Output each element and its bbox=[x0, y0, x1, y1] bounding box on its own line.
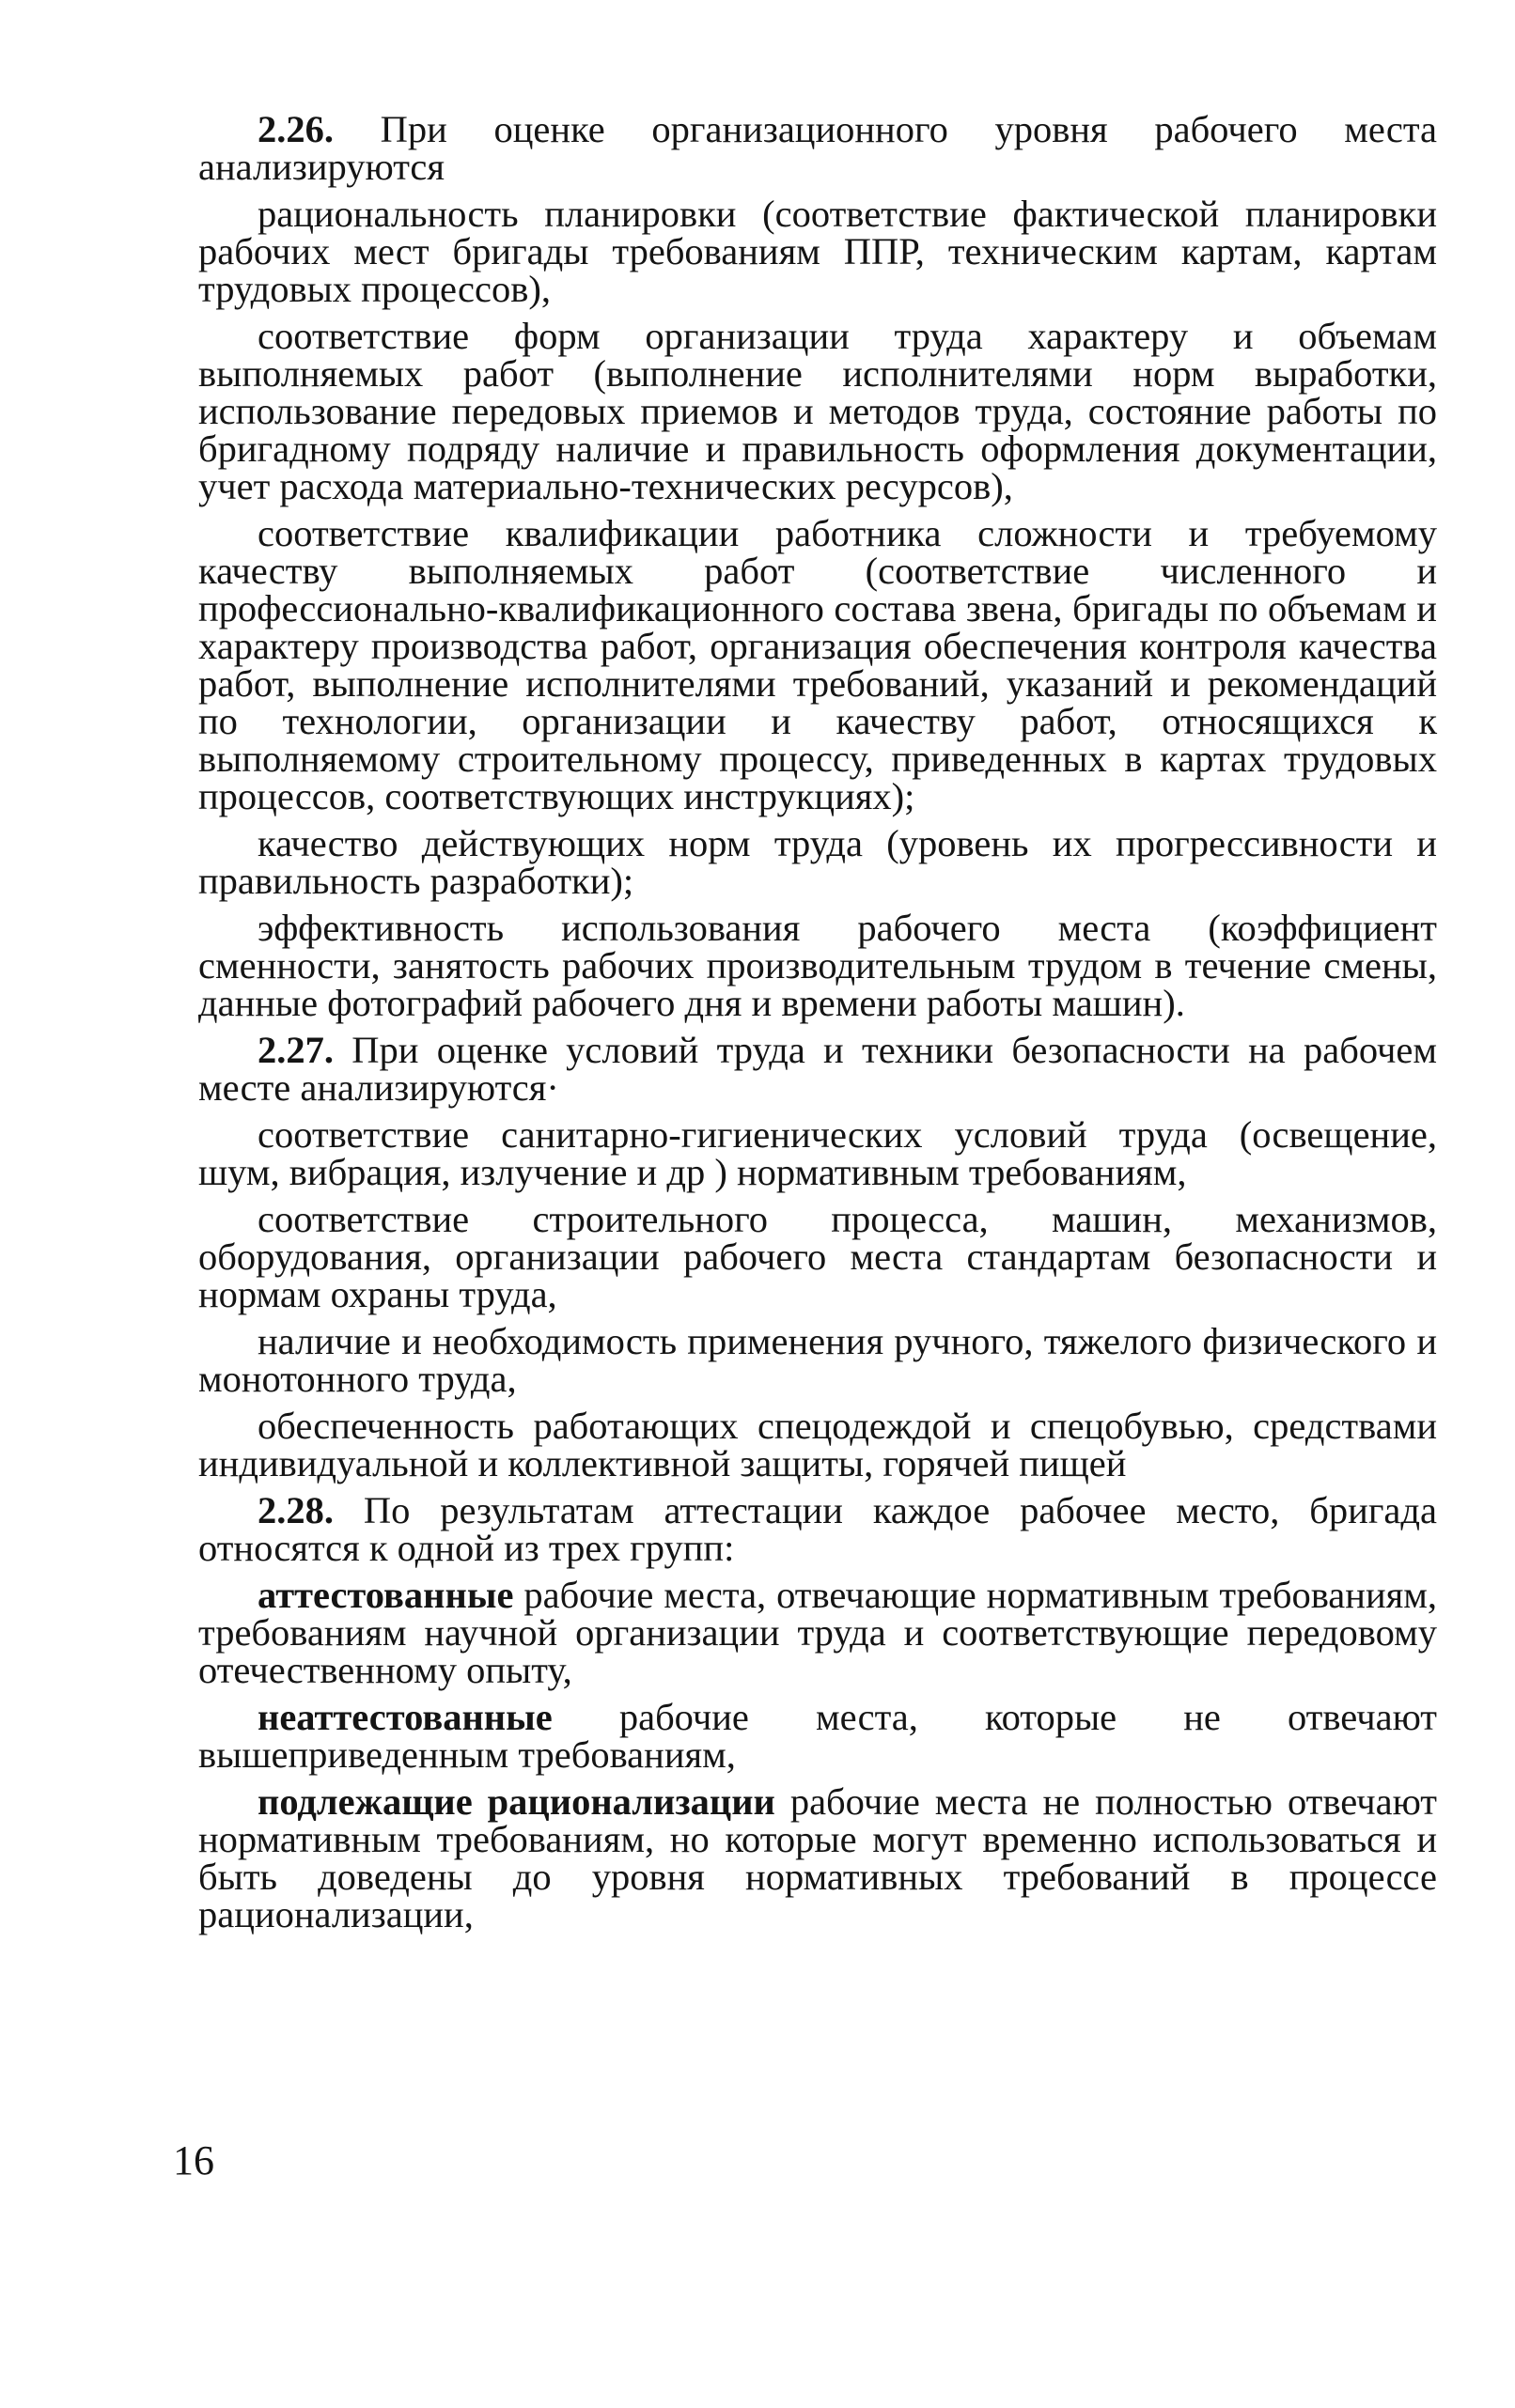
paragraph-text: При оценке организационного уровня рабочего места анализируются bbox=[198, 108, 1437, 188]
paragraph-text: соответствие санитарно-гигиенических условий труда (освещение, шум, вибрация, излучение и др ) нормативным требованиям, bbox=[198, 1113, 1437, 1193]
list-item bbox=[198, 1696, 1437, 1776]
term-subject-to-rationalization: подлежащие рационализации bbox=[258, 1780, 775, 1823]
section-number: 2.27. bbox=[258, 1029, 334, 1071]
paragraph-text: соответствие строительного процесса, машин, механизмов, оборудования, организации рабочего места стандартам безопасности и нормам охраны труда, bbox=[198, 1198, 1437, 1315]
section-2-28-intro bbox=[198, 1489, 1437, 1569]
paragraph-text: рациональность планировки (соответствие фактической планировки рабочих мест бригады требованиям ППР, техническим картам, картам трудовых процессов), bbox=[198, 193, 1437, 310]
list-item bbox=[198, 1407, 1437, 1483]
list-item bbox=[198, 512, 1437, 817]
section-number: 2.28. bbox=[258, 1489, 334, 1531]
page-number: 16 bbox=[173, 2137, 214, 2183]
document-page bbox=[198, 108, 1437, 1943]
list-item bbox=[198, 822, 1437, 902]
list-item bbox=[198, 1113, 1437, 1193]
paragraph-text: обеспеченность работающих спецодеждой и спецобувью, средствами индивидуальной и коллективной защиты, горячей пищей bbox=[198, 1405, 1437, 1484]
paragraph-text: рабочие места, которые не отвечают вышеприведенным требованиям, bbox=[198, 1696, 1437, 1776]
list-item bbox=[198, 909, 1437, 1022]
section-2-27-intro bbox=[198, 1029, 1437, 1109]
term-not-attested: неаттестованные bbox=[258, 1696, 553, 1738]
paragraph-text: эффективность использования рабочего места (коэффициент сменности, занятость рабочих производительным трудом в течение смены, данные фотографий рабочего дня и времени работы машин). bbox=[198, 907, 1437, 1024]
list-item bbox=[198, 1574, 1437, 1691]
paragraph-text: рабочие места не полностью отвечают нормативным требованиям, но которые могут временно использоваться и быть доведены до уровня нормативных требований в процессе рационализации, bbox=[198, 1780, 1437, 1935]
paragraph-text: рабочие места, отвечающие нормативным требованиям, требованиям научной организации труда и соответствующие передовому отечественному опыту, bbox=[198, 1574, 1437, 1691]
paragraph-text: соответствие квалификации работника сложности и требуемому качеству выполняемых работ (соответствие численного и профессионально-квалификационного состава звена, бригады по объемам и характеру производства работ, организация обеспечения контроля качества работ, выполнение исполнителями требований, указаний и рекомендаций по технологии, организации и качеству работ, относящихся к выполняемому строительному процессу, приведенных в картах трудовых процессов, соответствующих инструкциях); bbox=[198, 512, 1437, 817]
section-number: 2.26. bbox=[258, 108, 334, 150]
section-2-26-intro bbox=[198, 108, 1437, 188]
term-attested: аттестованные bbox=[258, 1574, 514, 1616]
list-item bbox=[198, 1198, 1437, 1315]
list-item bbox=[198, 195, 1437, 308]
paragraph-text: По результатам аттестации каждое рабочее место, бригада относятся к одной из трех групп: bbox=[198, 1489, 1437, 1569]
paragraph-text: качество действующих норм труда (уровень их прогрессивности и правильность разработки); bbox=[198, 822, 1437, 902]
list-item bbox=[198, 1780, 1437, 1935]
paragraph-text: соответствие форм организации труда характеру и объемам выполняемых работ (выполнение исполнителями норм выработки, использование передовых приемов и методов труда, состояние работы по бригадному подряду наличие и правильность оформления документации, учет расхода материально-технических ресурсов), bbox=[198, 315, 1437, 507]
paragraph-text: наличие и необходимость применения ручного, тяжелого физического и монотонного труда, bbox=[198, 1320, 1437, 1400]
list-item bbox=[198, 1320, 1437, 1400]
paragraph-text: При оценке условий труда и техники безопасности на рабочем месте анализируются· bbox=[198, 1029, 1437, 1109]
list-item bbox=[198, 315, 1437, 507]
